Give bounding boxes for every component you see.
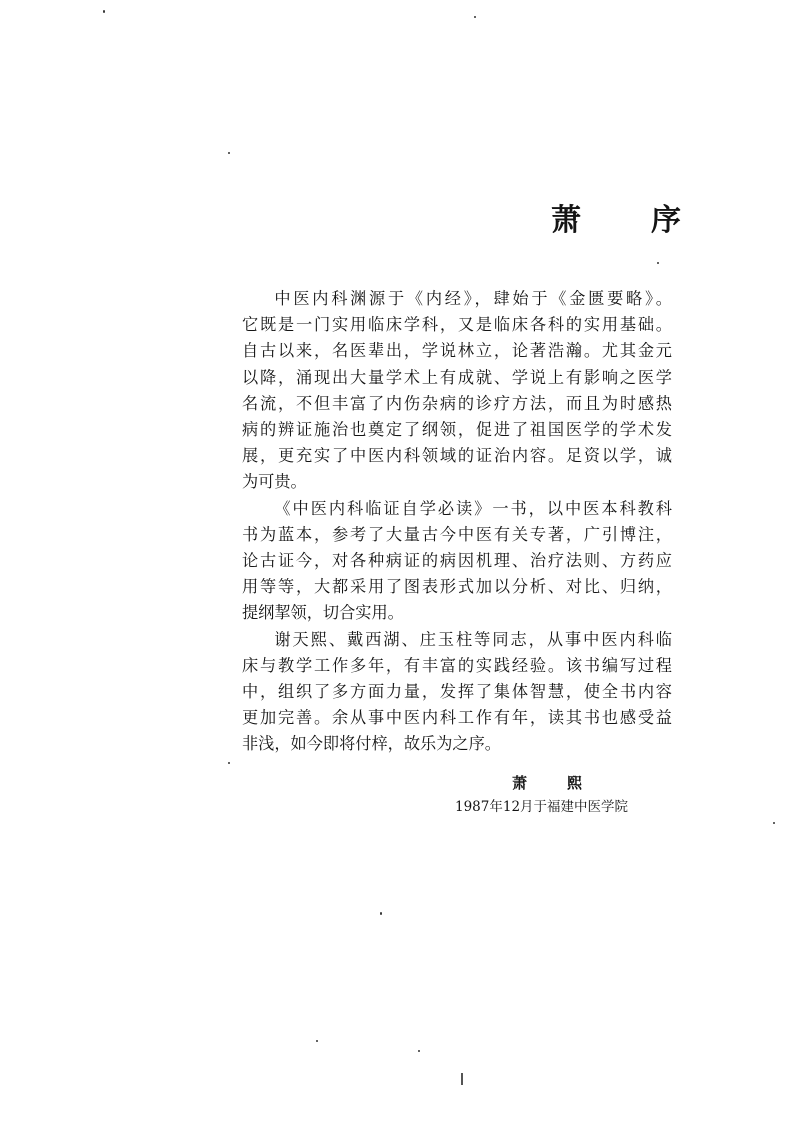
paragraph-1 [242, 286, 672, 496]
text-line: 中医内科渊源于《内经》，肆始于《金匮要略》。 [274, 289, 672, 308]
scan-speck [228, 762, 230, 764]
page-marker [461, 1073, 463, 1085]
paragraph-3 [242, 627, 672, 758]
scan-speck [474, 16, 476, 18]
text-line: 名流，不但丰富了内伤杂病的诊疗方法，而且为时感热 [242, 393, 672, 413]
scan-speck [418, 1050, 420, 1052]
title-char-1: 萧 [551, 203, 581, 238]
scan-speck [103, 10, 105, 13]
text-line: 《中医内科临证自学必读》一书，以中医本科教科 [274, 498, 672, 518]
date-line: 1987年12月于福建中医学院 [455, 799, 629, 815]
scan-speck [316, 1040, 318, 1042]
text-line: 为可贵。 [242, 472, 307, 492]
author-signature [512, 772, 582, 794]
page-title [551, 197, 681, 245]
text-line: 谢天熙、戴西湖、庄玉柱等同志，从事中医内科临 [274, 629, 672, 649]
text-line: 论古证今，对各种病证的病因机理、治疗法则、方药应 [242, 551, 672, 571]
text-line: 展，更充实了中医内科领域的证治内容。足资以学，诚 [242, 446, 672, 466]
scan-speck [380, 912, 382, 915]
paragraph-2 [242, 496, 672, 627]
text-line: 更加完善。余从事中医内科工作有年，读其书也感受益 [242, 708, 672, 728]
text-line: 床与教学工作多年，有丰富的实践经验。该书编写过程 [242, 655, 672, 675]
signature-char-2: 熙 [566, 774, 582, 792]
scan-speck [657, 262, 659, 264]
text-line: 中，组织了多方面力量，发挥了集体智慧，使全书内容 [242, 682, 672, 702]
text-line: 病的辨证施治也奠定了纲领，促进了祖国医学的学术发 [242, 420, 672, 440]
title-char-2: 序 [651, 203, 681, 238]
text-line: 提纲挈领，切合实用。 [242, 603, 404, 623]
scan-speck [773, 822, 775, 824]
text-line: 自古以来，名医辈出，学说林立，论著浩瀚。尤其金元 [242, 341, 672, 361]
text-line: 它既是一门实用临床学科，又是临床各科的实用基础。 [242, 315, 672, 335]
text-line: 非浅，如今即将付梓，故乐为之序。 [242, 734, 501, 754]
signature-char-1: 萧 [512, 774, 528, 792]
text-line: 书为蓝本，参考了大量古今中医有关专著，广引博注， [242, 524, 672, 544]
text-line: 以降，涌现出大量学术上有成就、学说上有影响之医学 [242, 367, 672, 387]
scan-speck [228, 152, 230, 154]
text-line: 用等等，大都采用了图表形式加以分析、对比、归纳， [242, 577, 672, 597]
preface-body [242, 286, 672, 758]
